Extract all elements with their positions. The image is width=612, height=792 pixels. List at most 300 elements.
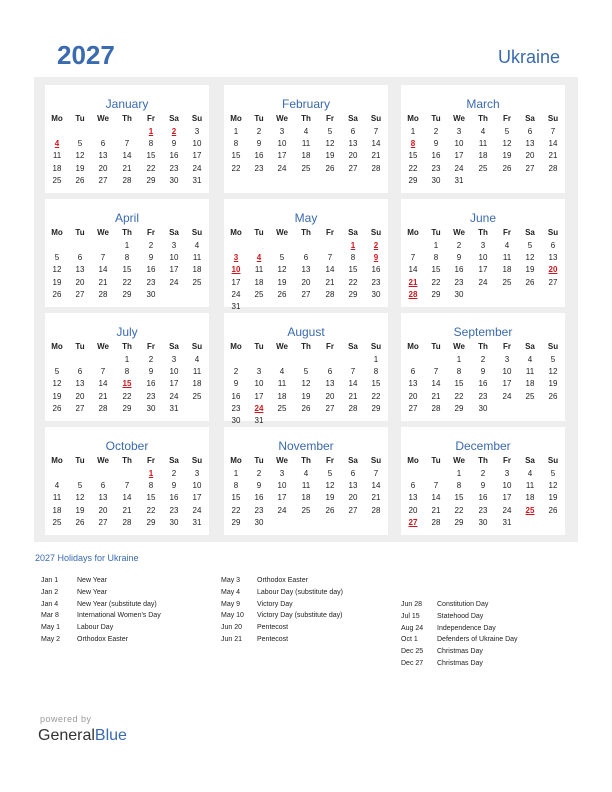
brand-logo[interactable]	[38, 727, 127, 745]
weekday-header: Tu	[431, 228, 441, 237]
day-cell: 28	[431, 403, 441, 413]
day-cell: 13	[348, 481, 358, 491]
day-cell: 30	[431, 175, 441, 185]
weekday-header: Tu	[254, 342, 264, 351]
holiday-name: Statehood Day	[437, 612, 484, 620]
day-cell: 7	[350, 367, 356, 377]
day-cell: 7	[327, 253, 333, 263]
day-cell: 1	[410, 127, 416, 136]
day-cell: 10	[169, 253, 179, 263]
weekday-header: Su	[547, 456, 559, 465]
holiday-date: Dec 27	[401, 660, 424, 667]
month-december	[401, 427, 565, 535]
day-cell: 19	[325, 151, 335, 161]
weekday-header: Tu	[75, 456, 85, 465]
weekday-header: We	[453, 114, 465, 123]
day-cell: 17	[192, 151, 202, 161]
day-cell: 22	[408, 163, 418, 173]
day-cell: 22	[348, 277, 358, 287]
day-cell: 10	[502, 481, 512, 491]
day-cell: 6	[77, 253, 83, 263]
day-cell: 15	[122, 265, 132, 275]
day-cell: 25	[52, 175, 62, 185]
day-cell: 6	[100, 139, 106, 149]
month-title: July	[116, 325, 138, 339]
day-cell: 9	[256, 139, 262, 149]
month-title: April	[114, 211, 139, 225]
weekday-header: Tu	[254, 114, 264, 123]
month-april	[45, 199, 209, 307]
holiday-date: Aug 24	[401, 624, 424, 632]
day-cell: 1	[456, 469, 462, 478]
day-cell: 12	[52, 265, 62, 275]
day-cell: 11	[525, 367, 535, 377]
holiday-name: Independence Day	[437, 624, 496, 632]
day-cell: 7	[124, 139, 130, 149]
country-name: Ukraine	[497, 47, 560, 67]
day-cell: 13	[408, 493, 418, 503]
day-cell: 16	[478, 493, 488, 503]
day-cell: 31	[454, 175, 464, 185]
day-cell: 17	[502, 379, 512, 389]
day-cell: 14	[325, 265, 335, 275]
day-cell: 12	[502, 139, 512, 149]
day-cell: 22	[146, 505, 156, 515]
day-cell: 17	[478, 265, 488, 275]
day-cell: 15	[231, 493, 241, 503]
day-cell: 28	[98, 289, 108, 299]
day-cell: 10	[192, 481, 202, 491]
day-cell: 30	[146, 403, 156, 413]
holiday-date: May 10	[221, 612, 244, 620]
day-cell: 10	[277, 139, 287, 149]
day-cell: 17	[277, 493, 287, 503]
day-cell: 3	[504, 469, 510, 478]
day-cell: 20	[301, 277, 311, 287]
day-cell: 12	[548, 367, 558, 377]
day-cell: 18	[192, 265, 202, 275]
weekday-header: Su	[547, 114, 559, 123]
day-cell: 5	[54, 367, 60, 377]
day-cell: 6	[410, 481, 416, 491]
weekday-header: Mo	[230, 228, 242, 237]
weekday-header: Th	[478, 342, 488, 351]
day-cell: 13	[301, 265, 311, 275]
weekday-header: We	[276, 456, 288, 465]
day-cell: 17	[231, 277, 241, 287]
day-cell: 20	[408, 505, 418, 515]
day-cell: 21	[122, 505, 132, 515]
weekday-header: Mo	[230, 114, 242, 123]
day-cell: 30	[478, 403, 488, 413]
day-cell: 29	[348, 289, 358, 299]
day-cell: 27	[525, 163, 535, 173]
day-cell: 29	[454, 403, 464, 413]
weekday-header: Fr	[503, 114, 511, 123]
day-cell: 17	[169, 379, 179, 389]
day-cell: 2	[480, 355, 486, 364]
holiday-day-cell: 15	[122, 379, 132, 389]
holiday-name: Christmas Day	[437, 660, 483, 667]
day-cell: 21	[431, 505, 441, 515]
weekday-header: Th	[478, 456, 488, 465]
day-cell: 23	[371, 277, 381, 287]
day-cell: 29	[146, 517, 156, 527]
day-cell: 20	[75, 391, 85, 401]
day-cell: 27	[98, 517, 108, 527]
weekday-header: We	[276, 114, 288, 123]
weekday-header: Fr	[503, 228, 511, 237]
day-cell: 7	[433, 481, 439, 491]
month-title: March	[466, 97, 500, 111]
weekday-header: Th	[301, 114, 311, 123]
weekday-header: Th	[478, 114, 488, 123]
day-cell: 8	[456, 481, 462, 491]
day-cell: 29	[371, 403, 381, 413]
day-cell: 24	[454, 163, 464, 173]
day-cell: 31	[231, 302, 241, 311]
day-cell: 7	[550, 127, 556, 136]
brand-general: General	[38, 727, 95, 744]
day-cell: 2	[148, 241, 154, 250]
weekday-header: Mo	[51, 228, 63, 237]
day-cell: 30	[254, 517, 264, 527]
holiday-day-cell: 20	[548, 265, 558, 275]
day-cell: 27	[408, 403, 418, 413]
weekday-header: Su	[547, 342, 559, 351]
brand-blue: Blue	[94, 727, 127, 744]
holiday-date: May 9	[221, 600, 241, 608]
day-cell: 11	[192, 253, 202, 263]
day-cell: 29	[408, 175, 418, 185]
day-cell: 11	[52, 151, 62, 161]
weekday-header: Th	[122, 114, 132, 123]
weekday-header: Th	[122, 342, 132, 351]
day-cell: 19	[277, 277, 287, 287]
day-cell: 22	[231, 163, 241, 173]
weekday-header: Su	[191, 114, 203, 123]
day-cell: 13	[548, 253, 558, 263]
weekday-header: We	[97, 114, 109, 123]
day-cell: 20	[348, 151, 358, 161]
day-cell: 16	[431, 151, 441, 161]
day-cell: 11	[502, 253, 512, 263]
day-cell: 12	[525, 253, 535, 263]
weekday-header: Su	[191, 342, 203, 351]
holidays-title: 2027 Holidays for Ukraine	[35, 553, 139, 563]
day-cell: 6	[100, 481, 106, 491]
day-cell: 22	[431, 277, 441, 287]
holiday-day-cell: 4	[54, 139, 60, 149]
day-cell: 28	[325, 289, 335, 299]
day-cell: 25	[525, 391, 535, 401]
day-cell: 19	[52, 277, 62, 287]
day-cell: 29	[122, 403, 132, 413]
weekday-header: We	[276, 342, 288, 351]
weekday-header: Fr	[147, 342, 155, 351]
day-cell: 22	[231, 505, 241, 515]
day-cell: 15	[454, 379, 464, 389]
day-cell: 3	[504, 355, 510, 364]
day-cell: 6	[303, 253, 309, 263]
day-cell: 23	[146, 391, 156, 401]
holiday-day-cell: 1	[148, 469, 154, 478]
month-title: June	[469, 211, 497, 225]
day-cell: 3	[194, 469, 200, 478]
day-cell: 18	[254, 277, 264, 287]
day-cell: 14	[98, 265, 108, 275]
day-cell: 21	[98, 391, 108, 401]
day-cell: 14	[371, 139, 381, 149]
day-cell: 5	[550, 469, 556, 478]
weekday-header: We	[276, 228, 288, 237]
day-cell: 24	[192, 505, 202, 515]
month-june	[401, 199, 565, 307]
day-cell: 16	[454, 265, 464, 275]
weekday-header: Sa	[525, 228, 535, 237]
day-cell: 25	[301, 163, 311, 173]
day-cell: 10	[502, 367, 512, 377]
day-cell: 16	[371, 265, 381, 275]
day-cell: 13	[525, 139, 535, 149]
day-cell: 15	[146, 151, 156, 161]
weekday-header: We	[453, 456, 465, 465]
day-cell: 4	[194, 241, 200, 250]
month-title: February	[281, 97, 331, 111]
day-cell: 5	[77, 481, 83, 491]
holiday-date: May 1	[41, 624, 61, 632]
day-cell: 30	[454, 289, 464, 299]
weekday-header: Fr	[147, 456, 155, 465]
day-cell: 25	[254, 289, 264, 299]
holiday-date: Dec 25	[401, 648, 424, 656]
weekday-header: Mo	[51, 342, 63, 351]
day-cell: 3	[171, 241, 177, 250]
powered-by-text: powered by	[40, 714, 92, 724]
day-cell: 11	[525, 481, 535, 491]
day-cell: 11	[254, 265, 264, 275]
day-cell: 4	[480, 127, 486, 136]
day-cell: 1	[433, 241, 439, 250]
holiday-day-cell: 21	[408, 277, 418, 287]
weekday-header: Th	[301, 228, 311, 237]
day-cell: 19	[75, 163, 85, 173]
day-cell: 7	[124, 481, 130, 491]
weekday-header: Fr	[503, 456, 511, 465]
day-cell: 10	[192, 139, 202, 149]
weekday-header: Mo	[407, 228, 419, 237]
day-cell: 11	[192, 367, 202, 377]
day-cell: 15	[348, 265, 358, 275]
holiday-day-cell: 10	[231, 265, 241, 275]
weekday-header: Su	[370, 114, 382, 123]
day-cell: 3	[279, 469, 285, 478]
day-cell: 16	[146, 265, 156, 275]
day-cell: 16	[169, 493, 179, 503]
holiday-date: Jan 4	[41, 600, 59, 608]
day-cell: 20	[75, 277, 85, 287]
day-cell: 12	[75, 493, 85, 503]
day-cell: 4	[303, 127, 309, 136]
day-cell: 4	[527, 469, 533, 478]
holiday-day-cell: 1	[350, 241, 356, 250]
day-cell: 23	[231, 403, 241, 413]
holiday-day-cell: 2	[373, 241, 379, 250]
day-cell: 18	[301, 151, 311, 161]
day-cell: 23	[478, 505, 488, 515]
day-cell: 20	[325, 391, 335, 401]
day-cell: 3	[279, 127, 285, 136]
day-cell: 13	[325, 379, 335, 389]
weekday-header: Mo	[51, 456, 63, 465]
day-cell: 19	[525, 265, 535, 275]
holiday-date: Jun 20	[221, 624, 243, 632]
holiday-name: New Year	[77, 588, 107, 596]
day-cell: 26	[75, 517, 85, 527]
day-cell: 5	[77, 139, 83, 149]
day-cell: 26	[277, 289, 287, 299]
holiday-name: International Women's Day	[77, 612, 161, 620]
day-cell: 10	[478, 253, 488, 263]
weekday-header: Tu	[431, 114, 441, 123]
day-cell: 26	[52, 403, 62, 413]
day-cell: 21	[348, 391, 358, 401]
day-cell: 20	[98, 163, 108, 173]
day-cell: 5	[327, 127, 333, 136]
day-cell: 24	[478, 277, 488, 287]
day-cell: 29	[431, 289, 441, 299]
day-cell: 26	[502, 163, 512, 173]
day-cell: 2	[171, 469, 177, 478]
day-cell: 25	[478, 163, 488, 173]
day-cell: 18	[52, 163, 62, 173]
holiday-date: Jun 21	[221, 636, 243, 643]
day-cell: 9	[256, 481, 262, 491]
day-cell: 15	[371, 379, 381, 389]
day-cell: 9	[433, 139, 439, 149]
weekday-header: Mo	[407, 456, 419, 465]
holiday-name: New Year (substitute day)	[77, 600, 157, 608]
weekday-header: Fr	[326, 456, 334, 465]
month-title: October	[105, 439, 149, 453]
day-cell: 25	[301, 505, 311, 515]
weekday-header: Fr	[326, 342, 334, 351]
weekday-header: Th	[478, 228, 488, 237]
day-cell: 28	[122, 175, 132, 185]
day-cell: 16	[254, 493, 264, 503]
holiday-day-cell: 9	[373, 253, 379, 263]
day-cell: 15	[231, 151, 241, 161]
day-cell: 10	[454, 139, 464, 149]
weekday-header: Tu	[254, 456, 264, 465]
day-cell: 13	[408, 379, 418, 389]
day-cell: 6	[77, 367, 83, 377]
weekday-header: Th	[301, 456, 311, 465]
weekday-header: Su	[547, 228, 559, 237]
day-cell: 14	[548, 139, 558, 149]
day-cell: 14	[371, 481, 381, 491]
day-cell: 5	[303, 367, 309, 377]
month-title: January	[105, 97, 149, 111]
month-march	[401, 85, 565, 193]
day-cell: 6	[527, 127, 533, 136]
day-cell: 21	[325, 277, 335, 287]
month-title: December	[455, 439, 511, 453]
weekday-header: Th	[122, 456, 132, 465]
weekday-header: Fr	[326, 114, 334, 123]
day-cell: 13	[98, 151, 108, 161]
day-cell: 23	[431, 163, 441, 173]
weekday-header: Th	[122, 228, 132, 237]
holiday-day-cell: 4	[256, 253, 262, 263]
day-cell: 15	[454, 493, 464, 503]
day-cell: 19	[301, 391, 311, 401]
day-cell: 20	[348, 493, 358, 503]
day-cell: 5	[54, 253, 60, 263]
holiday-name: Orthodox Easter	[77, 636, 128, 643]
day-cell: 19	[75, 505, 85, 515]
month-title: November	[278, 439, 334, 453]
day-cell: 4	[303, 469, 309, 478]
day-cell: 19	[548, 379, 558, 389]
day-cell: 4	[504, 241, 510, 250]
weekday-header: Mo	[407, 114, 419, 123]
day-cell: 18	[301, 493, 311, 503]
day-cell: 16	[478, 379, 488, 389]
day-cell: 25	[52, 517, 62, 527]
month-title: September	[453, 325, 513, 339]
day-cell: 1	[233, 127, 239, 136]
holiday-date: Jul 15	[401, 612, 420, 620]
day-cell: 23	[254, 163, 264, 173]
day-cell: 18	[192, 379, 202, 389]
day-cell: 12	[277, 265, 287, 275]
day-cell: 16	[254, 151, 264, 161]
weekday-header: Sa	[169, 342, 179, 351]
weekday-header: Tu	[254, 228, 264, 237]
day-cell: 24	[192, 163, 202, 173]
day-cell: 28	[122, 517, 132, 527]
day-cell: 12	[325, 139, 335, 149]
holiday-day-cell: 28	[408, 289, 418, 299]
day-cell: 2	[233, 367, 239, 377]
day-cell: 29	[454, 517, 464, 527]
day-cell: 5	[527, 241, 533, 250]
day-cell: 16	[169, 151, 179, 161]
day-cell: 9	[456, 253, 462, 263]
month-title: May	[294, 211, 318, 225]
holiday-date: Jun 28	[401, 601, 423, 608]
day-cell: 5	[550, 355, 556, 364]
day-cell: 8	[148, 481, 154, 491]
day-cell: 31	[169, 403, 179, 413]
day-cell: 13	[98, 493, 108, 503]
day-cell: 7	[373, 127, 379, 136]
day-cell: 27	[548, 277, 558, 287]
day-cell: 31	[254, 416, 264, 425]
day-cell: 7	[410, 253, 416, 263]
holiday-name: Pentecost	[257, 624, 289, 632]
day-cell: 2	[433, 127, 439, 136]
day-cell: 21	[371, 493, 381, 503]
day-cell: 13	[348, 139, 358, 149]
weekday-header: Su	[370, 228, 382, 237]
weekday-header: Fr	[147, 114, 155, 123]
weekday-header: Mo	[230, 342, 242, 351]
day-cell: 25	[277, 403, 287, 413]
month-title: August	[287, 325, 325, 339]
day-cell: 26	[325, 163, 335, 173]
